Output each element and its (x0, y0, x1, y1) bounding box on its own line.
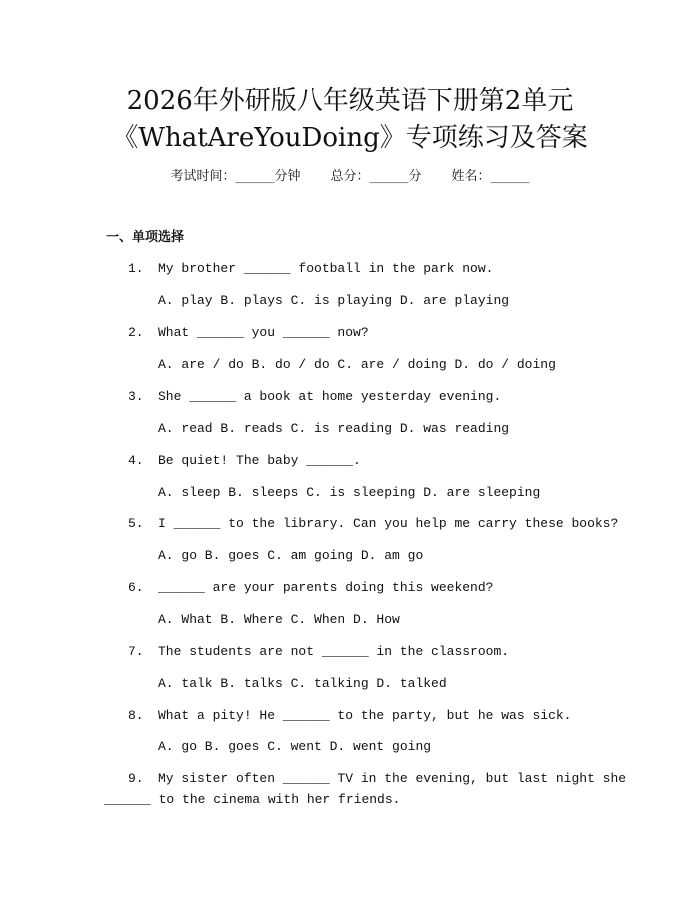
question-text: ______ are your parents doing this weekend? (158, 580, 494, 595)
document-title-line-1: 2026年外研版八年级英语下册第2单元 (126, 86, 574, 116)
section-heading-single-choice: 一、单项选择 (106, 230, 185, 245)
question-options: A. play B. plays C. is playing D. are playing (158, 293, 510, 308)
question-text: What ______ you ______ now? (158, 325, 369, 340)
question-text-continuation: ______ to the cinema with her friends. (104, 792, 401, 807)
question-text: Be quiet! The baby ______. (158, 453, 361, 468)
question-options: A. talk B. talks C. talking D. talked (158, 676, 447, 691)
exam-meta-row (0, 167, 700, 187)
question-text: My sister often ______ TV in the evening, but last night she (158, 771, 627, 786)
question-options: A. sleep B. sleeps C. is sleeping D. are sleeping (158, 485, 541, 500)
question-number: 4. (128, 453, 144, 468)
question-options: A. read B. reads C. is reading D. was reading (158, 421, 510, 436)
total-score-label: 总分：______分 (330, 169, 422, 184)
question-number: 1. (128, 261, 144, 276)
question-options: A. go B. goes C. went D. went going (158, 739, 432, 754)
question-options: A. go B. goes C. am going D. am go (158, 548, 424, 563)
question-number: 7. (128, 644, 144, 659)
question-text: My brother ______ football in the park now. (158, 261, 494, 276)
question-options: A. are / do B. do / do C. are / doing D. do / doing (158, 357, 556, 372)
question-text: The students are not ______ in the classroom. (158, 644, 510, 659)
question-number: 2. (128, 325, 144, 340)
question-number: 8. (128, 708, 144, 723)
document-title-line-2: 《WhatAreYouDoing》专项练习及答案 (112, 123, 588, 153)
question-text: What a pity! He ______ to the party, but he was sick. (158, 708, 572, 723)
exam-time-label: 考试时间：______分钟 (170, 169, 301, 184)
question-number: 3. (128, 389, 144, 404)
question-text: She ______ a book at home yesterday evening. (158, 389, 502, 404)
question-number: 6. (128, 580, 144, 595)
question-options: A. What B. Where C. When D. How (158, 612, 400, 627)
question-text: I ______ to the library. Can you help me carry these books? (158, 516, 619, 531)
question-number: 9. (128, 771, 144, 786)
student-name-label: 姓名：______ (451, 169, 530, 184)
question-number: 5. (128, 516, 144, 531)
